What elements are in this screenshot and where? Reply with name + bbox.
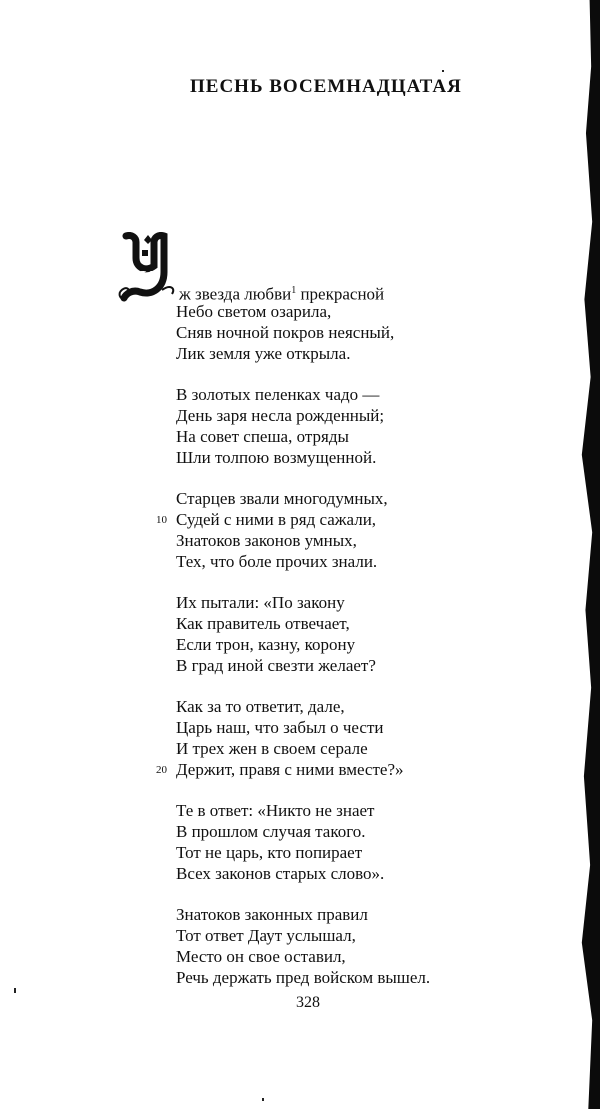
poem-line: Тот ответ Даут услышал, <box>176 926 356 945</box>
poem-line: В золотых пеленках чадо — <box>176 385 380 404</box>
decorative-dropcap-icon <box>118 232 180 304</box>
poem-body <box>156 280 476 1008</box>
page-title: ПЕСНЬ ВОСЕМНАДЦАТАЯ <box>190 76 462 97</box>
poem-line: ж звезда любви$^1$ прекрасной <box>179 284 385 304</box>
scan-speck <box>442 70 444 72</box>
dropcap-letter: У <box>140 267 155 289</box>
poem-line: Их пытали: «По закону <box>176 593 345 612</box>
poem-line: 20 Держит, правя с ними вместе?» <box>156 760 404 779</box>
stanza <box>176 280 476 364</box>
stanza <box>176 904 476 988</box>
poem-line: Небо светом озарила, <box>176 302 332 321</box>
poem-line: В град иной свезти желает? <box>176 656 376 675</box>
scanned-page-edge <box>574 0 600 1109</box>
stanza <box>176 800 476 884</box>
poem-line: И трех жен в своем серале <box>176 739 368 758</box>
poem-line: Тот не царь, кто попирает <box>176 843 363 862</box>
poem-line: Как правитель отвечает, <box>176 614 350 633</box>
scan-speck <box>262 1098 264 1101</box>
poem-line: На совет спеша, отряды <box>176 427 349 446</box>
poem-line: Старцев звали многодумных, <box>176 489 388 508</box>
scan-speck <box>14 988 16 993</box>
stanza <box>176 592 476 676</box>
poem-line: Сняв ночной покров неясный, <box>176 323 395 342</box>
poem-line: Те в ответ: «Никто не знает <box>176 801 375 820</box>
poem-line: Если трон, казну, корону <box>176 635 356 654</box>
poem-line: Тех, что боле прочих знали. <box>176 552 378 571</box>
page-number: 328 <box>296 994 320 1011</box>
poem-line: Шли толпою возмущенной. <box>176 448 377 467</box>
poem-line: 10 Судей с ними в ряд сажали, <box>156 510 377 529</box>
poem-line: В прошлом случая такого. <box>176 822 366 841</box>
poem-line: Царь наш, что забыл о чести <box>176 718 384 737</box>
poem-line: Знатоков законных правил <box>176 905 368 924</box>
footnote-marker: 1 <box>291 285 297 296</box>
poem-line: Лик земля уже открыла. <box>176 344 351 363</box>
poem-line: Как за то ответит, дале, <box>176 697 345 716</box>
poem-line: Речь держать пред войском вышел. <box>176 968 431 987</box>
stanza <box>156 696 476 780</box>
poem-line: Место он свое оставил, <box>176 947 346 966</box>
poem-line: Знатоков законов умных, <box>176 531 357 550</box>
poem-line: День заря несла рожденный; <box>176 406 385 425</box>
stanza <box>176 384 476 468</box>
line-number: 20 <box>156 764 167 776</box>
poem-line: Всех законов старых слово». <box>176 864 385 883</box>
stanza <box>156 488 476 572</box>
line-number: 10 <box>156 514 167 526</box>
